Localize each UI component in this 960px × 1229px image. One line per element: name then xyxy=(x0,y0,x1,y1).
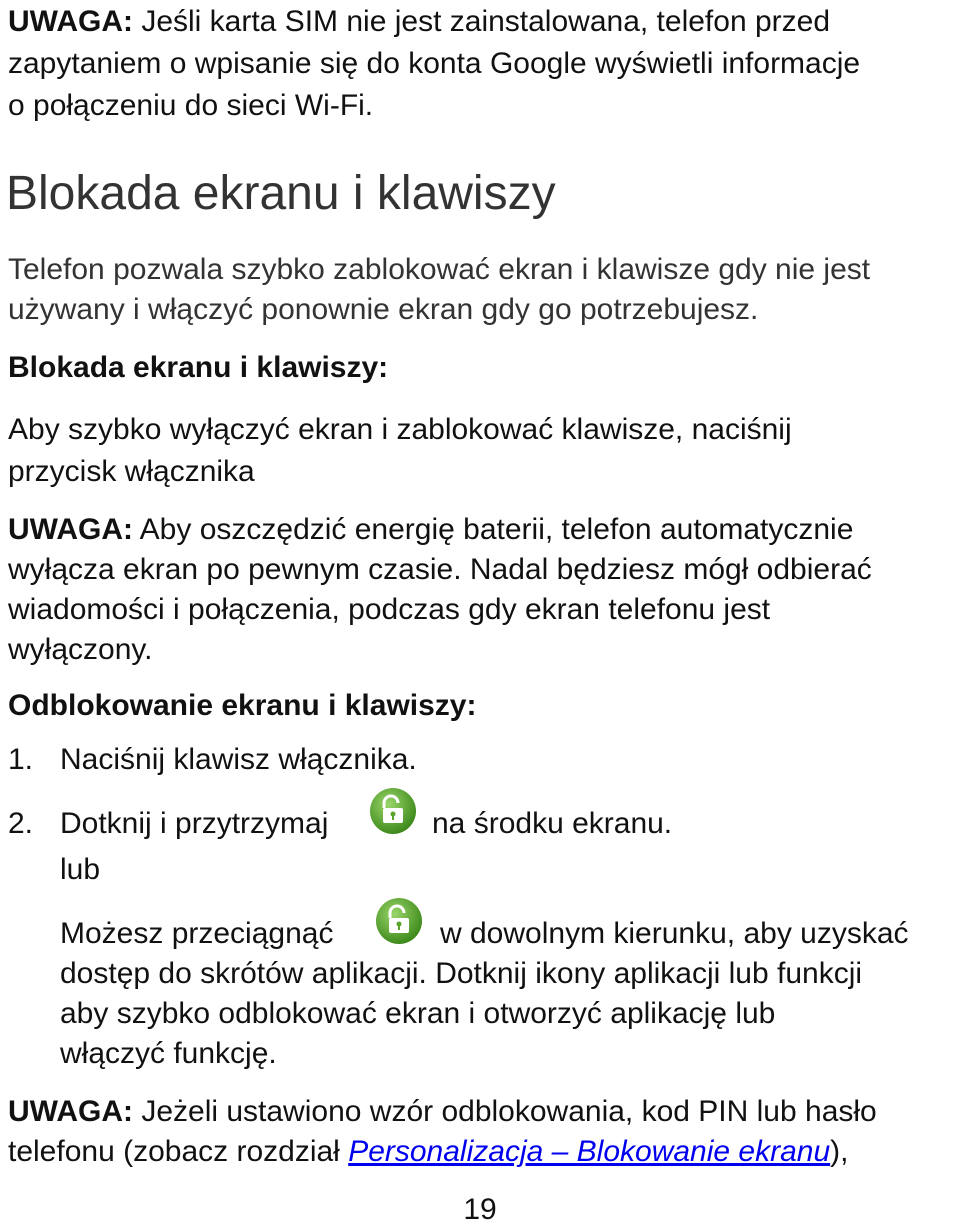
unlock-icon xyxy=(368,786,418,836)
alt-line-2: dostęp do skrótów aplikacji. Dotknij ikony aplikacji lub funkcji xyxy=(60,957,863,990)
note-1-line-3: o połączeniu do sieci Wi-Fi. xyxy=(8,89,374,122)
note-label: UWAGA: xyxy=(8,5,133,38)
note-1-line-1: UWAGA: Jeśli karta SIM nie jest zainstalowana, telefon przed xyxy=(8,5,831,38)
personalization-link[interactable]: Personalizacja – Blokowanie ekranu xyxy=(348,1135,831,1168)
step-2-number: 2. xyxy=(8,807,34,840)
unlock-icon xyxy=(374,896,424,946)
step-1-text: Naciśnij klawisz włącznika. xyxy=(60,743,417,776)
note-2-line-3: wiadomości i połączenia, podczas gdy ekran telefonu jest xyxy=(8,593,771,626)
page-number: 19 xyxy=(463,1193,497,1226)
note-1-line-2: zapytaniem o wpisanie się do konta Google wyświetli informacje xyxy=(8,47,861,80)
note-2-line-4: wyłączony. xyxy=(8,633,153,666)
section-title: Blokada ekranu i klawiszy xyxy=(6,167,556,220)
unlock-heading: Odblokowanie ekranu i klawiszy: xyxy=(8,689,477,722)
step-2-text-after: na środku ekranu. xyxy=(432,807,673,840)
lock-text-line-1: Aby szybko wyłączyć ekran i zablokować klawisze, naciśnij xyxy=(8,413,792,446)
lock-text-line-2: przycisk włącznika xyxy=(8,455,255,488)
or-text: lub xyxy=(60,853,101,886)
note-2-line-2: wyłącza ekran po pewnym czasie. Nadal będziesz mógł odbierać xyxy=(8,553,872,586)
note-label: UWAGA: xyxy=(8,1095,133,1128)
alt-text-before: Możesz przeciągnąć xyxy=(60,917,334,950)
step-2-text-before: Dotknij i przytrzymaj xyxy=(60,807,329,840)
note-3-line-1: UWAGA: Jeżeli ustawiono wzór odblokowania, kod PIN lub hasło xyxy=(8,1095,877,1128)
alt-line-4: włączyć funkcję. xyxy=(60,1037,277,1070)
step-1-number: 1. xyxy=(8,743,34,776)
note-label: UWAGA: xyxy=(8,513,133,546)
note-2-line-1: UWAGA: Aby oszczędzić energię baterii, telefon automatycznie xyxy=(8,513,854,546)
alt-text-after: w dowolnym kierunku, aby uzyskać xyxy=(440,917,909,950)
alt-line-3: aby szybko odblokować ekran i otworzyć aplikację lub xyxy=(60,997,776,1030)
intro-line-2: używany i włączyć ponownie ekran gdy go potrzebujesz. xyxy=(8,293,759,326)
lock-heading: Blokada ekranu i klawiszy: xyxy=(8,351,389,384)
note-3-line-2: telefonu (zobacz rozdział Personalizacja – Blokowanie ekranu), xyxy=(8,1135,849,1168)
intro-line-1: Telefon pozwala szybko zablokować ekran i klawisze gdy nie jest xyxy=(8,253,871,286)
